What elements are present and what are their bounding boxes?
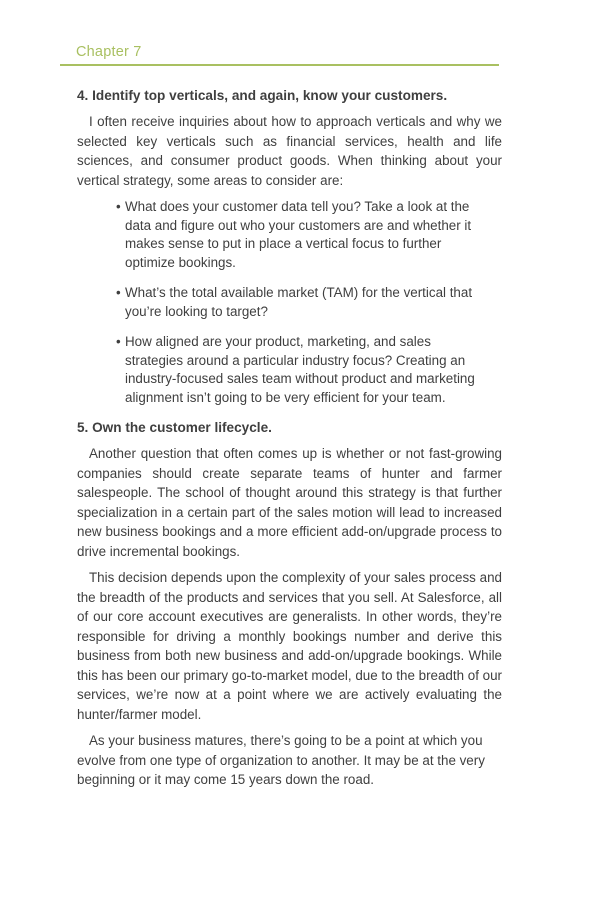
bullet-icon: • [116, 199, 121, 214]
bullet-text: What does your customer data tell you? Take a look at the data and figure out who your customers are and whether it makes sense to put in place a vertical focus to further optimize bookings. [125, 199, 472, 270]
paragraph: As your business matures, there’s going to be a point at which you evolve from one type of organization to another. It may be at the very beginning or it may come 15 years down the road. [77, 733, 485, 787]
bullet-item [116, 198, 486, 272]
bullet-icon: • [116, 334, 121, 349]
bullet-text: How aligned are your product, marketing, and sales strategies around a particular industry focus? Creating an industry-focused sales team without product and marketing alignment isn’t going to be very efficient for your team. [125, 334, 475, 405]
bullet-item [116, 333, 486, 407]
section-5 [77, 419, 502, 790]
bullet-list [77, 198, 486, 407]
chapter-divider [60, 64, 499, 66]
chapter-label: Chapter 7 [76, 44, 142, 60]
paragraph: I often receive inquiries about how to approach verticals and why we selected key verticals such as financial services, health and life sciences, and consumer product goods. When thinking about your vertical strategy, some areas to consider are: [77, 114, 502, 188]
paragraph: This decision depends upon the complexity of your sales process and the breadth of the products and services that you sell. At Salesforce, all of our core account executives are generalists. In other words, they’re responsible for driving a monthly bookings number and derive this business from both new business and add-on/upgrade bookings. While this has been our primary go-to-market model, due to the breadth of our services, we’re now at a point where we are actively evaluating the hunter/farmer model. [77, 570, 503, 722]
page-content [77, 87, 502, 797]
bullet-icon: • [116, 285, 121, 300]
section-heading: 4. Identify top verticals, and again, know your customers. [77, 88, 448, 103]
section-heading: 5. Own the customer lifecycle. [77, 420, 272, 435]
paragraph: Another question that often comes up is whether or not fast-growing companies should create separate teams of hunter and farmer salespeople. The school of thought around this strategy is that further specialization in a certain part of the sales motion will lead to increased new business bookings and a more efficient add-on/upgrade process to drive incremental bookings. [77, 446, 502, 559]
bullet-item [116, 284, 486, 321]
section-4 [77, 87, 502, 407]
bullet-text: What’s the total available market (TAM) for the vertical that you’re looking to target? [125, 285, 473, 319]
